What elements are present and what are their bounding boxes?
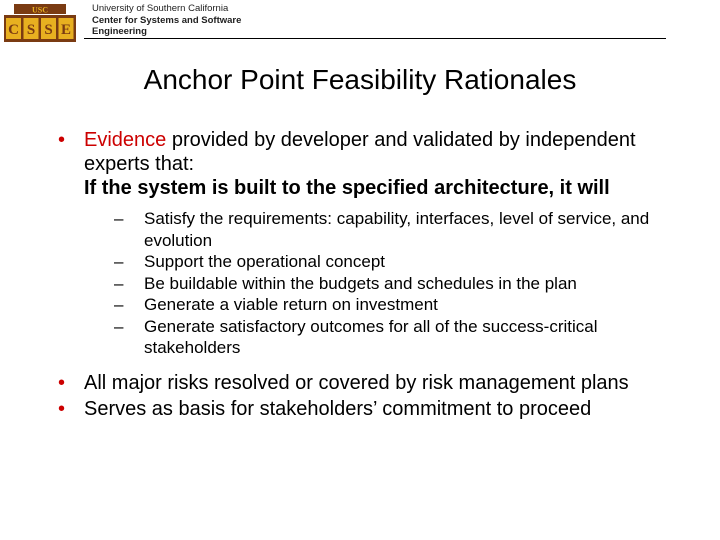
bullet-evidence [58, 128, 698, 200]
bullet-dot-icon: • [58, 371, 66, 394]
sub-bullet-list [114, 208, 698, 359]
logo-letter-s2: S [44, 22, 53, 38]
sub-bullet: – Satisfy the requirements: capability, interfaces, level of service, and evolution [114, 209, 650, 250]
logo-letter-e: E [60, 22, 72, 38]
center-name-line2: Engineering [92, 26, 147, 37]
bullet-evidence-condition: If the system is built to the specified architecture, it will [84, 177, 610, 199]
sub-bullet: – Generate a viable return on investment [114, 295, 438, 314]
bullet-risks: • All major risks resolved or covered by risk management plans [58, 371, 629, 394]
bullet-dot-icon: • [58, 129, 66, 151]
organization-name [92, 3, 241, 38]
dash-icon: – [114, 295, 124, 314]
bullet-evidence-text: provided by developer and validated by independent experts that: [84, 129, 636, 175]
dash-icon: – [114, 209, 124, 228]
bullet-dot-icon: • [58, 397, 66, 420]
logo-letter-c: C [8, 22, 19, 38]
slide-body [58, 128, 698, 421]
csse-logo [4, 4, 76, 44]
logo-letter-s1: S [26, 22, 36, 38]
slide-header [0, 0, 720, 48]
dash-icon: – [114, 252, 124, 271]
bullet-commitment: • Serves as basis for stakeholders’ commitment to proceed [58, 397, 592, 420]
logo-usc-text: USC [31, 5, 49, 15]
sub-bullet: – Support the operational concept [114, 252, 386, 271]
evidence-keyword: Evidence [84, 129, 167, 151]
dash-icon: – [114, 273, 124, 293]
header-divider [84, 38, 666, 39]
slide-title: Anchor Point Feasibility Rationales [143, 64, 577, 95]
sub-bullet: – Generate satisfactory outcomes for all of the success-critical stakeholders [114, 316, 598, 357]
dash-icon: – [114, 316, 124, 336]
sub-bullet: – Be buildable within the budgets and schedules in the plan [114, 273, 577, 293]
center-name-line1: Center for Systems and Software [92, 14, 242, 26]
university-name: University of Southern California [92, 3, 229, 14]
